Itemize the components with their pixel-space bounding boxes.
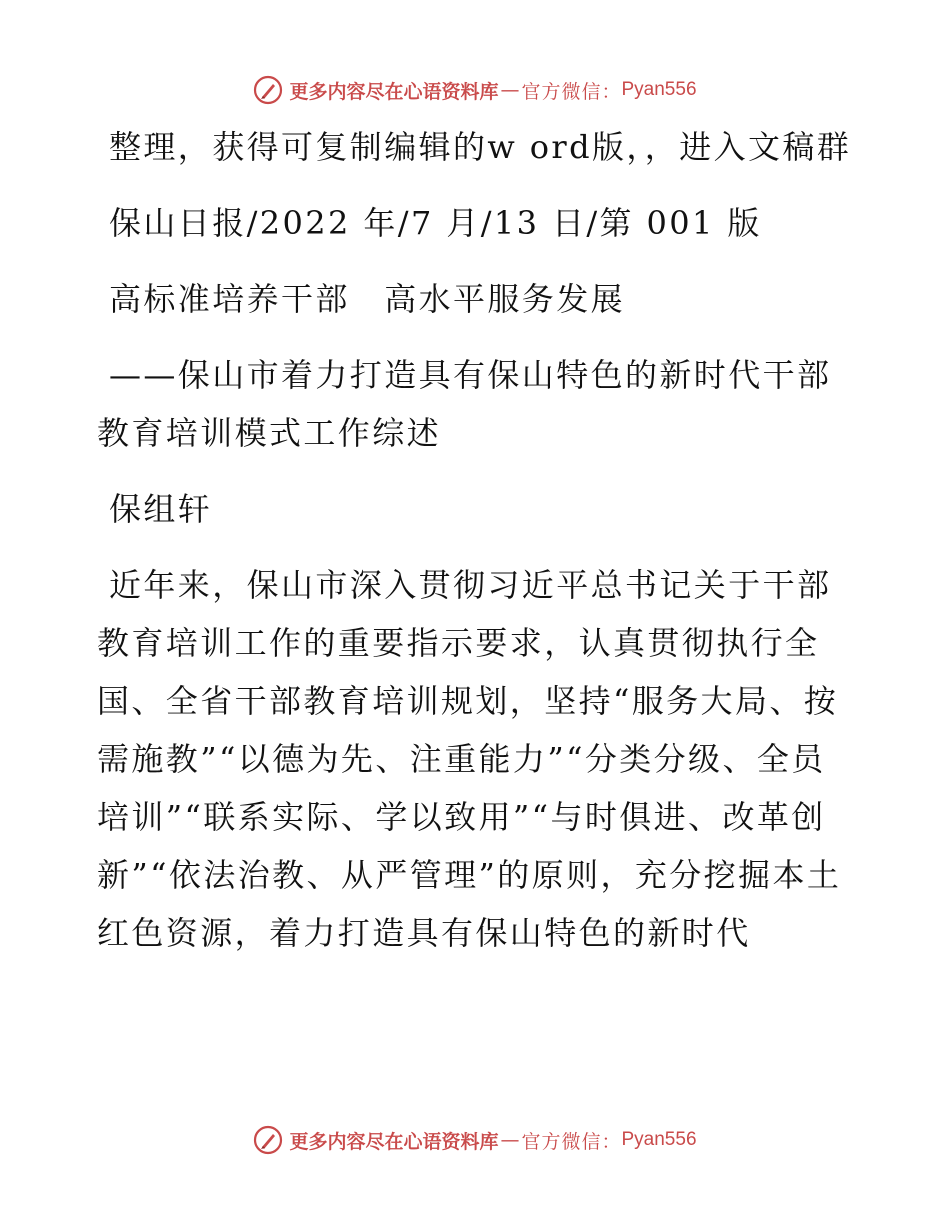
headline: 高标准培养干部 高水平服务发展 bbox=[109, 280, 626, 318]
author-line: 保组轩 bbox=[109, 490, 213, 528]
intro-paragraph: 整理，获得可复制编辑的w ord版，，进入文稿群 bbox=[109, 128, 852, 166]
header-banner bbox=[0, 70, 950, 110]
document-body bbox=[97, 118, 857, 962]
banner-separator: — bbox=[500, 79, 520, 101]
banner-wechat-id: Pyan556 bbox=[621, 1129, 697, 1150]
quill-pen-logo-icon bbox=[253, 75, 283, 105]
source-line: 保山日报/2022 年/7 月/13 日/第 001 版 bbox=[109, 204, 762, 242]
banner-wechat-label: 官方微信： bbox=[521, 1130, 622, 1153]
body-paragraph: 近年来，保山市深入贯彻习近平总书记关于干部教育培训工作的重要指示要求，认真贯彻执行全国、全省干部教育培训规划，坚持“服务大局、按需施教”“以德为先、注重能力”“分类分级、全员培训”“联系实际、学以致用”“与时俱进、改革创新”“依法治教、从严管理”的原则，充分挖掘本土红色资源，着力打造具有保山特色的新时代 bbox=[97, 566, 842, 952]
banner-wechat-label: 官方微信： bbox=[521, 80, 622, 103]
banner-lead-text: 更多内容尽在心语资料库 bbox=[289, 1130, 499, 1153]
banner-lead-text: 更多内容尽在心语资料库 bbox=[289, 80, 499, 103]
banner-wechat-id: Pyan556 bbox=[621, 79, 697, 100]
banner-separator: — bbox=[500, 1129, 520, 1151]
quill-pen-logo-icon bbox=[253, 1125, 283, 1155]
subtitle: ——保山市着力打造具有保山特色的新时代干部教育培训模式工作综述 bbox=[97, 356, 832, 452]
footer-banner bbox=[0, 1120, 950, 1160]
